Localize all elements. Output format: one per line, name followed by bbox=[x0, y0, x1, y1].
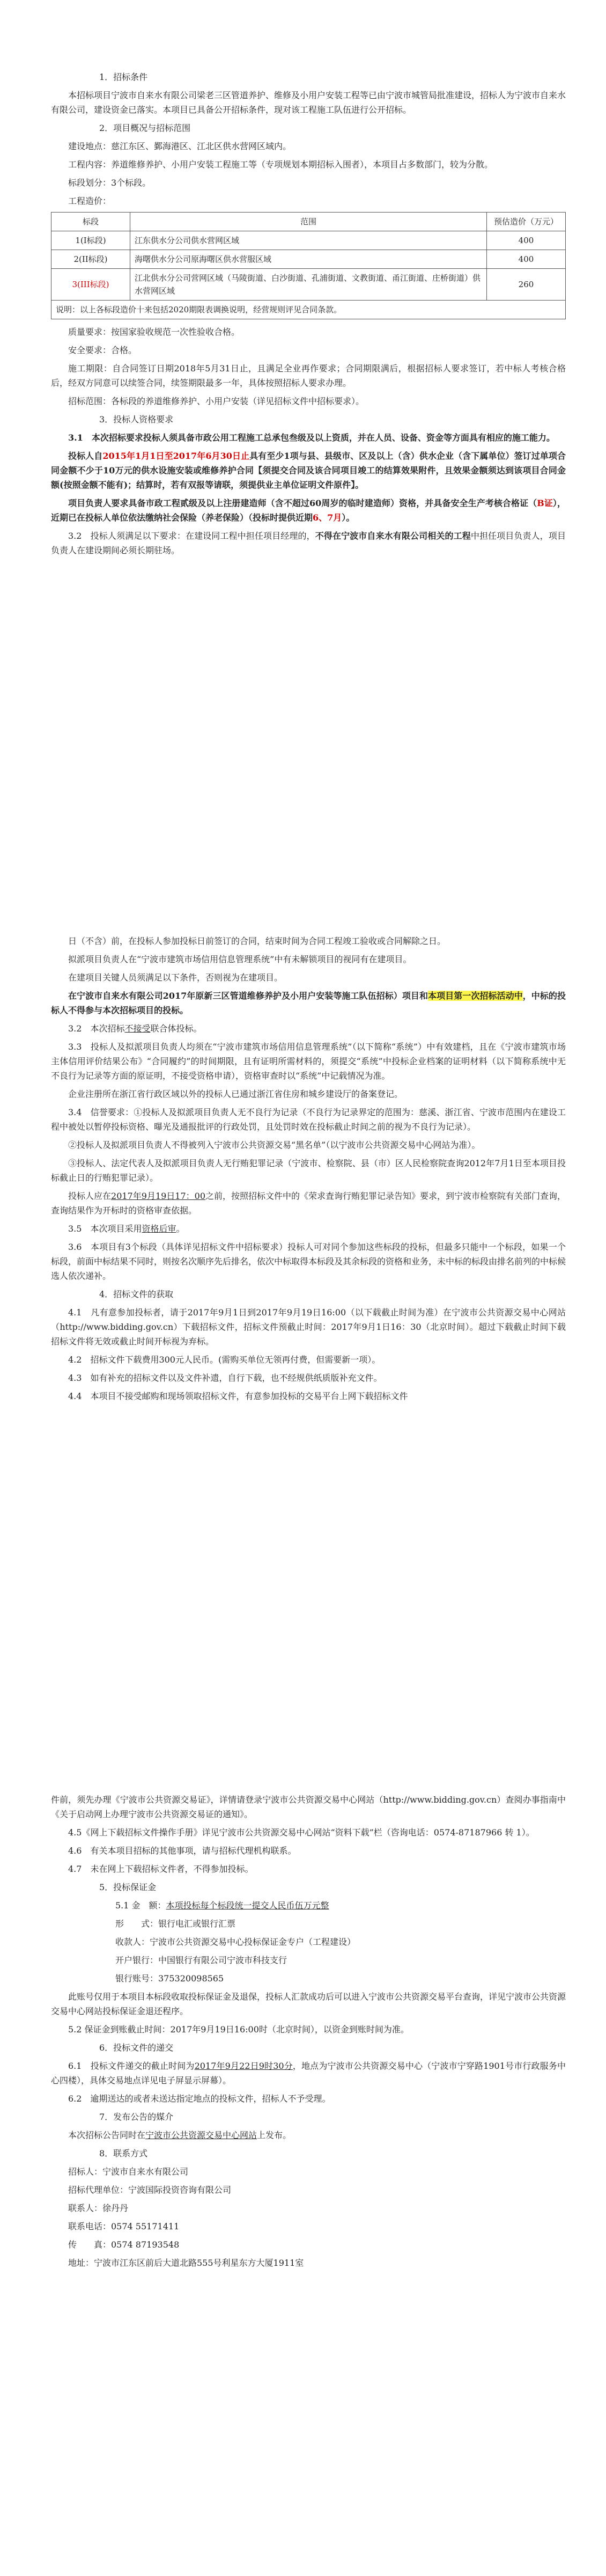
section-title-4: 4．招标文件的获取 bbox=[99, 1289, 174, 1299]
req-deadline: 2017年9月19日17：00 bbox=[111, 1191, 205, 1201]
req-text: 5.1 金 额： bbox=[115, 1900, 166, 1911]
req-3-4-c: ③投标人、法定代表人及拟派项目负责人无行贿犯罪记录（宁波市、检察院、县（市）区人民检察院查询2012年7月1日至本项目投标截止日的行贿犯罪记录）。 bbox=[51, 1158, 566, 1183]
section-1-body: 本招标项目宁波市自来水有限公司梁老三区管道养护、维修及小用户安装工程等已由宁波市城管局批准建设，招标人为宁波市自来水有限公司，建设资金已落实。本项目已具备公开招标条件，现对该工程施工队伍进行公开招标。 bbox=[51, 90, 566, 115]
contact-line: 联系人：徐丹丹 bbox=[68, 2203, 129, 2213]
table-cell-lot: 2(II标段) bbox=[51, 250, 130, 269]
table-row bbox=[51, 269, 566, 301]
late-submission: 6.2 逾期送达的或者未送达指定地点的投标文件，招标人不予受理。 bbox=[68, 2094, 331, 2104]
period-line: 施工期限：自合同签订日期2018年5月31日止，且满足全业再作要求；合同期限满后，根据招标人要求签订，若中标人考核合格后，经双方同意可以续签合同，续签期限最多一年，具体按照招标人要求办理。 bbox=[51, 363, 566, 388]
page-section-1 bbox=[51, 70, 566, 561]
table-header-row bbox=[51, 213, 566, 231]
lots-count-line: 标段划分：3个标段。 bbox=[68, 178, 151, 188]
req-review-type: 资格后审 bbox=[142, 1224, 176, 1234]
page-section-3 bbox=[51, 1792, 566, 2274]
table-row bbox=[51, 231, 566, 250]
req-text: 3.2 投标人须满足以下要求：在建设同工程中担任项目经理的， bbox=[68, 531, 315, 541]
req-text: 上发布。 bbox=[257, 2130, 292, 2140]
doc-4-7: 4.7 未在网上下载招标文件者，不得参加投标。 bbox=[68, 1864, 254, 1874]
safety-line: 安全要求：合格。 bbox=[68, 345, 137, 355]
req-text: 。 bbox=[176, 1224, 185, 1234]
req-text: 本次招标公告同时在 bbox=[68, 2130, 146, 2140]
phone-line: 联系电话：0574 55171411 bbox=[68, 2221, 180, 2231]
req-text: 项目负责人要求具备市政工程贰级及以上注册建造师（含不超过60周岁的临时建造师）资格，并具备安全生产考核合格证（ bbox=[68, 498, 537, 508]
table-header-lot: 标段 bbox=[51, 213, 130, 231]
continuation-line: 件前，须先办理《宁波市公共资源交易证》，详情请登录宁波市公共资源交易中心网站（http://www.bidding.gov.cn）查阅办事指南中《关于启动网上办理宁波市公共资源交易证的通知》。 bbox=[51, 1795, 566, 1819]
table-row bbox=[51, 250, 566, 269]
req-text: 3.2 本次招标 bbox=[68, 1023, 125, 1034]
table-cell-lot: 1(I标段) bbox=[51, 231, 130, 250]
req-text: 中担任项目负责人，项目负责人在建设期间必须长期驻场。 bbox=[51, 531, 566, 555]
guarantee-form: 形 式：银行电汇或银行汇票 bbox=[115, 1919, 236, 1929]
table-cell-range: 江东供水分公司供水营网区域 bbox=[130, 231, 487, 250]
section-title-5: 5．投标保证金 bbox=[99, 1882, 157, 1892]
section-title-6: 6．投标文件的递交 bbox=[99, 2043, 174, 2053]
bid-scope-line: 招标范围：各标段的养道维修养护、小用户安装（详见招标文件中招标要求）。 bbox=[68, 396, 365, 406]
req-text: ，中标的投标人不得参与本次招标项目的投标。 bbox=[51, 991, 566, 1015]
quality-line: 质量要求：按国家验收规范一次性验收合格。 bbox=[68, 327, 240, 337]
page-section-2 bbox=[51, 934, 566, 1407]
lots-table bbox=[51, 212, 566, 319]
table-cell-lot: 3(III标段) bbox=[51, 269, 130, 301]
exclusion-line bbox=[51, 989, 566, 1018]
cert-line: 拟派项目负责人在“宁波市建筑市场信用信息管理系统”中有未解锁项目的视同有在建项目。 bbox=[68, 954, 412, 964]
guarantee-account-no: 银行账号：375320098565 bbox=[115, 1973, 224, 1984]
fax-line: 传 真：0574 87193548 bbox=[68, 2240, 180, 2250]
guarantee-account-name: 收款人：宁波市公共资源交易中心投标保证金专户（工程建设） bbox=[115, 1937, 356, 1947]
req-text: 6.1 投标文件递交的截止时间为 bbox=[68, 2061, 195, 2071]
req-joint bbox=[51, 1021, 566, 1036]
guarantee-amount bbox=[51, 1898, 566, 1913]
guarantee-amount-value: 本项投标每个标段统一提交人民币伍万元整 bbox=[166, 1900, 329, 1911]
req-text: 在宁波市自来水有限公司2017年原新三区管道维修养护及小用户安装等施工队伍招标）项目和 bbox=[68, 991, 428, 1001]
req-months: 6、7月 bbox=[313, 513, 342, 523]
section-title-2: 2．项目概况与招标范围 bbox=[99, 123, 191, 133]
req-company: 不得在宁波市自来水有限公司相关的工程 bbox=[315, 531, 471, 541]
table-cell-range: 江北供水分公司营网区域（马陵街道、白沙街道、孔浦街道、文教街道、甬江街道、庄桥街道）供水营网区域 bbox=[130, 269, 487, 301]
req-3-4-d bbox=[51, 1189, 566, 1218]
table-cell-range: 海曙供水分公司原海曙区供水营服区域 bbox=[130, 250, 487, 269]
table-note: 说明：以上各标段造价十来包括2020期限表调换说明，经营规则评见合同条款。 bbox=[51, 301, 566, 319]
req-text: 之前，按照招标文件中的《荣求査询行贿犯罪记录告知》要求，到宁波市检察院有关部门查询，查询结果作为开标时的资格审查依据。 bbox=[51, 1191, 566, 1216]
budget-title: 工程造价： bbox=[68, 196, 112, 206]
submission-date: 2017年9月22日9时30分 bbox=[194, 2061, 293, 2071]
table-cell-price: 400 bbox=[487, 231, 566, 250]
req-date-range: 2015年1月1日至2017年6月30日止 bbox=[102, 451, 250, 461]
guarantee-deadline: 5.2 保证金到账截止时间：2017年9月19日16:00时（北京时间），以资金到账时间为准。 bbox=[68, 2024, 409, 2035]
req-text: ，地点为宁波市公共资源交易中心（宁波市宁穿路1901号市行政服务中心四楼），具体交易地点详见电子屏显示屏幕）。 bbox=[51, 2061, 566, 2085]
table-header-price: 预估造价（万元） bbox=[487, 213, 566, 231]
section-title-3: 3．投标人资格要求 bbox=[99, 414, 174, 425]
table-cell-price: 400 bbox=[487, 250, 566, 269]
req-3-1-manager bbox=[51, 496, 566, 525]
req-text: 投标人应在 bbox=[68, 1191, 112, 1201]
location-line: 建设地点：慈江东区、鄞海港区、江北区供水营网区域内。 bbox=[68, 141, 292, 151]
table-cell-price: 260 bbox=[487, 269, 566, 301]
scope-line: 工程内容：养道维修养护、小用户安装工程施工等（专项规划本期招标入围者），本项目占多数部门，较为分散。 bbox=[68, 159, 493, 170]
req-3-1: 3.1 本次招标要求投标人须具备市政公用工程施工总承包叁级及以上资质，并在人员、设备、资金等方面具有相应的施工能力。 bbox=[68, 433, 555, 443]
record-line: 在建项目关键人员须满足以下条件，否则视为在建项目。 bbox=[68, 972, 283, 983]
req-3-6: 3.6 本项目有3个标段（具体详见招标文件中招标要求）投标人可对同个参加这些标段的投标，但最多只能中一个标段，如果一个标段，前面中标结果不同时，则按名次顺序先后排名，依次中标取得本标段及其余标段的资格和业务，未中标的标段由排名前列的中标候选人依次递补。 bbox=[51, 1242, 566, 1281]
section-title-1: 1．招标条件 bbox=[99, 72, 148, 82]
req-text: ）。 bbox=[342, 513, 355, 523]
req-text: 具有至少1项与县、县级市、区及以上（含）供水企业（含下属单位）签订过单项合同金额不少于10万元的供水设施安装或维修养护合同【须提交合同及该合同项目竣工的结算效果附件，且效果金额须达到该项目合同金额(按照金额不能有)；结算时，若有双报等请联，须提供业主单位证明文件原件】。 bbox=[51, 451, 566, 490]
req-3-3: 3.3 投标人及拟派项目负责人均须在“宁波市建筑市场信用信息管理系统”（以下简称“系统”）中有效建档，且在《宁波市建筑市场主体信用评价结果公布》“合同履约”的时间期限，且有证明所需材料的，须提交“系统”中投标企业档案的证明材料（以下简称系统中无不良行为记录等方面的原证明，不接受资格申请），资格审查时以“系统”中记载情况为准。 bbox=[51, 1042, 566, 1081]
doc-4-6: 4.6 有关本项目招标的其他事项，请与招标代理机构联系。 bbox=[68, 1846, 297, 1856]
media-line bbox=[51, 2128, 566, 2142]
submission-deadline bbox=[51, 2059, 566, 2088]
req-3-5 bbox=[51, 1221, 566, 1236]
doc-4-5: 4.5《网上下载招标文件操作手册》详见宁波市公共资源交易中心网站“资料下载”栏（咨询电话：0574-87187966 转 1）。 bbox=[68, 1827, 535, 1838]
continuation-line: 日（不含）前，在投标人参加投标日前签订的合同，结束时间为合同工程竣工验收或合同解除之日。 bbox=[68, 936, 446, 946]
highlight-text: 本项目第一次招标活动中 bbox=[428, 991, 523, 1001]
section-title-7: 7．发布公告的媒介 bbox=[99, 2112, 174, 2122]
req-3-4-b: ②投标人及拟派项目负责人不得被列入宁波市公共资源交易“黑名单”（以宁波市公共资源交易中心网站为准）。 bbox=[68, 1140, 481, 1150]
doc-4-3: 4.3 如有补充的招标文件以及文件补遗，自行下载，也不经规供纸质版补充文件。 bbox=[68, 1373, 382, 1383]
agency-line: 招标代理单位：宁波国际投资咨询有限公司 bbox=[68, 2185, 232, 2195]
req-text: 3.5 本次项目采用 bbox=[68, 1224, 142, 1234]
section-title-8: 8．联系方式 bbox=[99, 2148, 148, 2158]
doc-4-4: 4.4 本项目不接受邮购和现场领取招标文件，有意参加投标的交易平台上网下载招标文件 bbox=[68, 1391, 408, 1401]
req-text: 投标人自 bbox=[68, 451, 103, 461]
req-3-4: 3.4 信誉要求：①投标人及拟派项目负责人无不良行为记录（不良行为记录界定的范围为：慈溪、浙江省、宁波市范围内在建设工程中被处以暂停投标资格、曝光及通报批评的行政处罚，且处罚时效在投标截止时间之前的视为不良行为记录）。 bbox=[51, 1107, 566, 1132]
guarantee-note: 此账号仅用于本项目本标段收取投标保证金及退保，投标人汇款成功后可以进入宁波市公共资源交易平台查询，详见宁波市公共资源交易中心网站投标保证金退还程序。 bbox=[51, 1992, 566, 2016]
req-text: 联合体投标。 bbox=[150, 1023, 202, 1034]
media-site: 宁波市公共资源交易中心网站 bbox=[145, 2130, 257, 2140]
doc-4-1: 4.1 凡有意参加投标者，请于2017年9月1日到2017年9月19日16:00（以下载截止时间为准）在宁波市公共资源交易中心网站（http://www.bidding.gov.cn）下载招标文件，招标文件预截止时间：2017年9月1日16：30（北京时间）。超过下载截止时间下载招标文件将无效或截止时间开标视为弃标。 bbox=[51, 1307, 566, 1346]
table-note-row bbox=[51, 301, 566, 319]
address-line: 地址：宁波市江东区前后大道北路555号利星东方大厦1911室 bbox=[68, 2258, 304, 2268]
req-3-2 bbox=[51, 529, 566, 558]
req-text: ），近期已在投标人单位依法缴纳社会保险（养老保险）（投标时提供近期 bbox=[51, 498, 566, 523]
req-3-1-contract bbox=[51, 449, 566, 492]
table-header-range: 范围 bbox=[130, 213, 487, 231]
req-cert: B证 bbox=[537, 498, 553, 508]
guarantee-bank: 开户银行：中国银行有限公司宁波市科技支行 bbox=[115, 1955, 287, 1965]
doc-4-2: 4.2 招标文件下载费用300元人民币。(需购买单位无领再付费，但需要新一项）。 bbox=[68, 1355, 381, 1365]
req-3-3-b: 企业注册所在浙江省行政区域以外的投标人已通过浙江省住房和城乡建设厅的备案登记。 bbox=[68, 1089, 403, 1099]
tenderer-line: 招标人：宁波市自来水有限公司 bbox=[68, 2167, 189, 2177]
req-joint-value: 不接受 bbox=[124, 1023, 151, 1034]
